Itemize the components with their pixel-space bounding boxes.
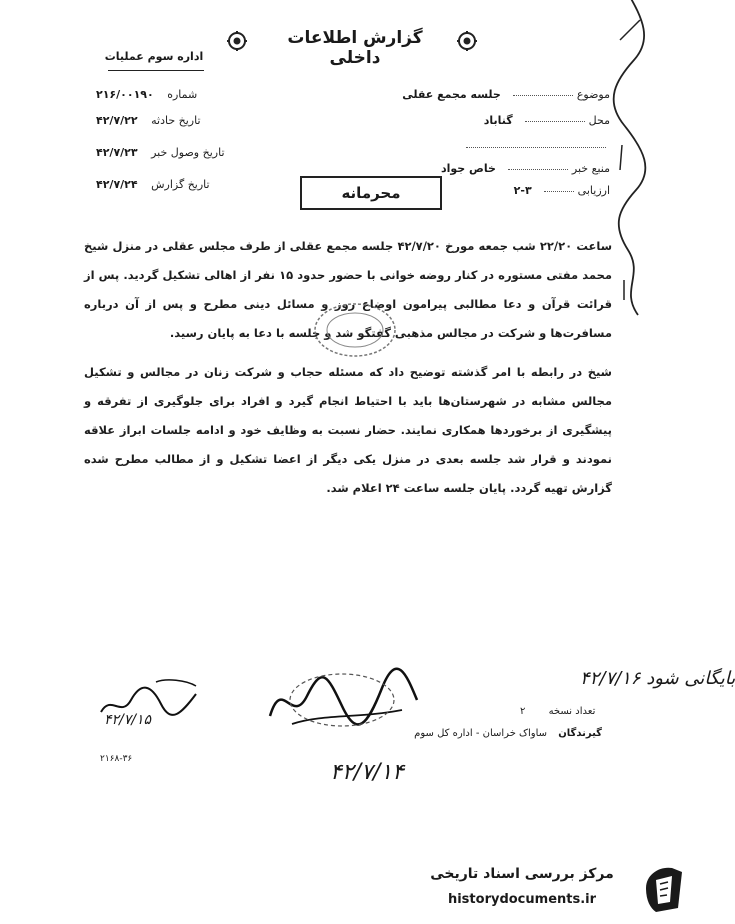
subject-value: جلسه مجمع عقلی (402, 88, 501, 101)
rating-label: منبع خبر (571, 162, 610, 175)
receive-date-field (96, 146, 276, 159)
action-date-value: ۴۲/۷/۲۲ (96, 114, 138, 127)
number-label: شماره (167, 88, 198, 101)
action-date-label: تاریخ حادثه (151, 114, 201, 127)
handwritten-date: ۴۲/۷/۱۴ (330, 760, 404, 785)
subject-label: موضوع (576, 88, 610, 101)
action-date-field (96, 114, 276, 127)
signature-center-icon (262, 666, 422, 736)
number-value: ۲۱۶/۰۰۱۹۰ (96, 88, 154, 101)
faint-seal-icon (310, 300, 400, 360)
department-underline (108, 70, 204, 71)
place-field (484, 114, 610, 127)
emblem-icon (456, 30, 478, 52)
body-paragraph-2: شیخ در رابطه با امر گذشته توضیح داد که مسئله حجاب و شرکت زنان در مجالس و تشکیل مجالس مشابه در شهرستان‌ها باید با احتیاط انجام گیرد و افراد برای جلوگیری از تفرقه و پیشگیری از برخوردها همکاری نمایند. حضار نسبت به وظایف خود و ادامه جلسات ابراز علاقه نمودند و قرار شد جلسه بعدی در منزل یکی دیگر از اعضا تشکیل و از مطالب مطرح شده گزارش تهیه گردد. پایان جلسه ساعت ۲۴ اعلام شد. (84, 365, 612, 495)
copies-label: تعداد نسخه (548, 706, 596, 717)
margin-handwriting (610, 0, 650, 320)
report-date-value: ۴۲/۷/۲۴ (96, 178, 138, 191)
report-body (84, 232, 612, 513)
grade-label: ارزیابی (577, 184, 610, 197)
receive-date-label: تاریخ وصول خبر (151, 146, 225, 159)
grade-field (514, 184, 610, 197)
place-value: گناباد (483, 114, 513, 127)
document-code: ۲۱۶۸-۳۶ (100, 754, 133, 764)
subject-field (402, 88, 610, 101)
margin-number: بایگانی شود ۴۲/۷/۱۶ (580, 668, 735, 689)
body-paragraph-1: ساعت ۲۲/۲۰ شب جمعه مورخ ۴۲/۷/۲۰ جلسه مجمع عقلی از طرف مجلس عقلی در منزل شیخ محمد مفتی مستوره در کنار روضه خوانی با حضور حدود ۱۵ نفر از اهالی تشکیل گردید. پس از قرائت قرآن و دعا مطالبی پیرامون اوضاع روز و مسائل دینی مطرح و پس از آن درباره مسافرت‌ها و شرکت در مجالس مذهبی گفتگو شد و جلسه با دعا به پایان رسید. (84, 239, 612, 340)
signature-date: ۴۲/۷/۱۵ (104, 712, 152, 728)
document-title: گزارش اطلاعات داخلی (287, 28, 423, 68)
margin-scribble-icon (610, 0, 650, 320)
copies-value: ۲ (520, 706, 526, 717)
watermark-url: historydocuments.ir (447, 892, 597, 907)
copies-field (520, 706, 595, 717)
number-field (96, 88, 276, 101)
receive-date-value: ۴۲/۷/۲۳ (96, 146, 138, 159)
rating-field (441, 162, 610, 175)
confidential-stamp: محرمانه (300, 176, 442, 210)
watermark-title: مرکز بررسی اسناد تاریخی (430, 866, 614, 882)
grade-value: ۳-۲ (513, 184, 532, 197)
rating-value: خاص جواد (440, 162, 496, 175)
report-date-label: تاریخ گزارش (151, 178, 210, 191)
report-date-field (96, 178, 276, 191)
department-label: اداره سوم عملیات (104, 50, 204, 63)
blank-field (462, 140, 610, 153)
recipients-value: ساواک خراسان - اداره کل سوم (414, 728, 548, 739)
recipients-field (272, 728, 602, 739)
recipients-label: گیرندگان (558, 728, 602, 739)
emblem-icon (226, 30, 248, 52)
place-label: محل (588, 114, 610, 127)
